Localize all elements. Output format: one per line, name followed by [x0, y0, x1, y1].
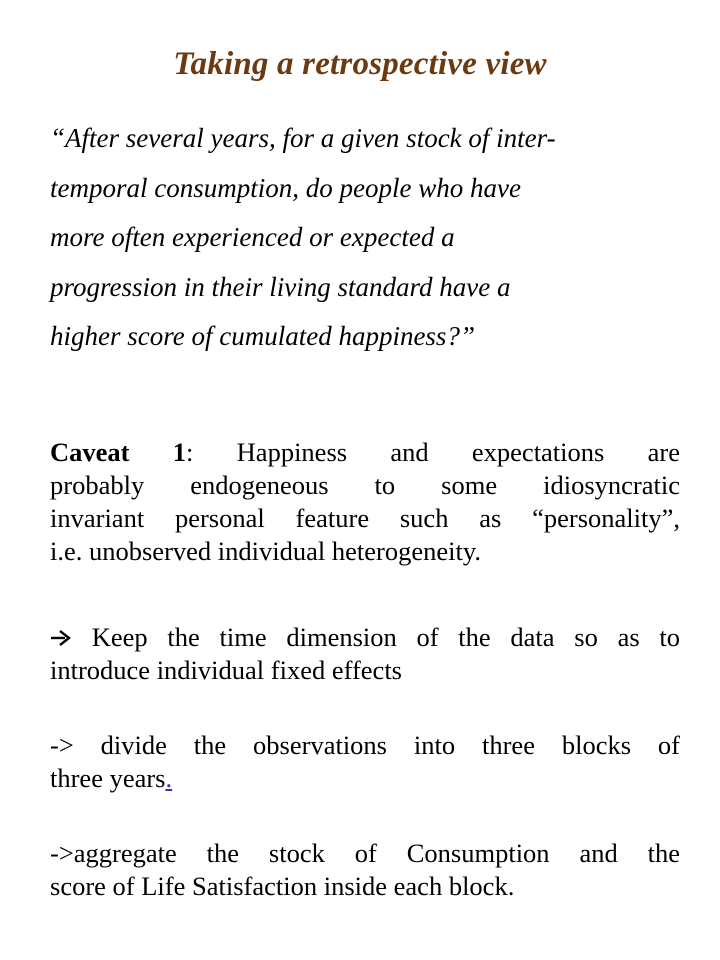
divide-line2-text: three years: [50, 763, 166, 793]
research-question-quote: [50, 114, 690, 362]
caveat-line: [50, 436, 680, 469]
slide-title: Taking a retrospective view: [173, 46, 547, 82]
caveat-line: invariant personal feature such as “personality”,: [50, 503, 680, 533]
aggregate-paragraph: [50, 837, 680, 903]
quote-line: “After several years, for a given stock of inter-: [50, 123, 556, 153]
caveat-label: Caveat 1: [50, 437, 187, 467]
caveat-line1-text: : Happiness and expectations are: [186, 437, 680, 467]
arrow-right-icon: [50, 622, 92, 652]
divide-line: [50, 762, 680, 795]
caveat-paragraph: [50, 436, 680, 568]
quote-line: progression in their living standard have a: [50, 271, 511, 302]
keep-line1-text: Keep the time dimension of the data so as to: [91, 622, 681, 652]
quote-line: more often experienced or expected a: [50, 222, 455, 252]
aggregate-line: score of Life Satisfaction inside each block.: [50, 871, 515, 901]
aggregate-line: ->aggregate the stock of Consumption and the: [50, 838, 680, 868]
hyperlink-period[interactable]: .: [165, 763, 173, 793]
keep-line: [50, 621, 680, 654]
caveat-line: probably endogeneous to some idiosyncratic: [50, 470, 680, 500]
divide-observations-paragraph: [50, 729, 680, 795]
quote-line: temporal consumption, do people who have: [50, 172, 521, 203]
keep-line: introduce individual fixed effects: [50, 655, 402, 685]
caveat-line: i.e. unobserved individual heterogeneity.: [50, 536, 481, 566]
keep-time-dimension-paragraph: [50, 621, 680, 687]
quote-line: higher score of cumulated happiness?”: [50, 321, 475, 351]
divide-line: -> divide the observations into three blocks of: [50, 730, 680, 760]
